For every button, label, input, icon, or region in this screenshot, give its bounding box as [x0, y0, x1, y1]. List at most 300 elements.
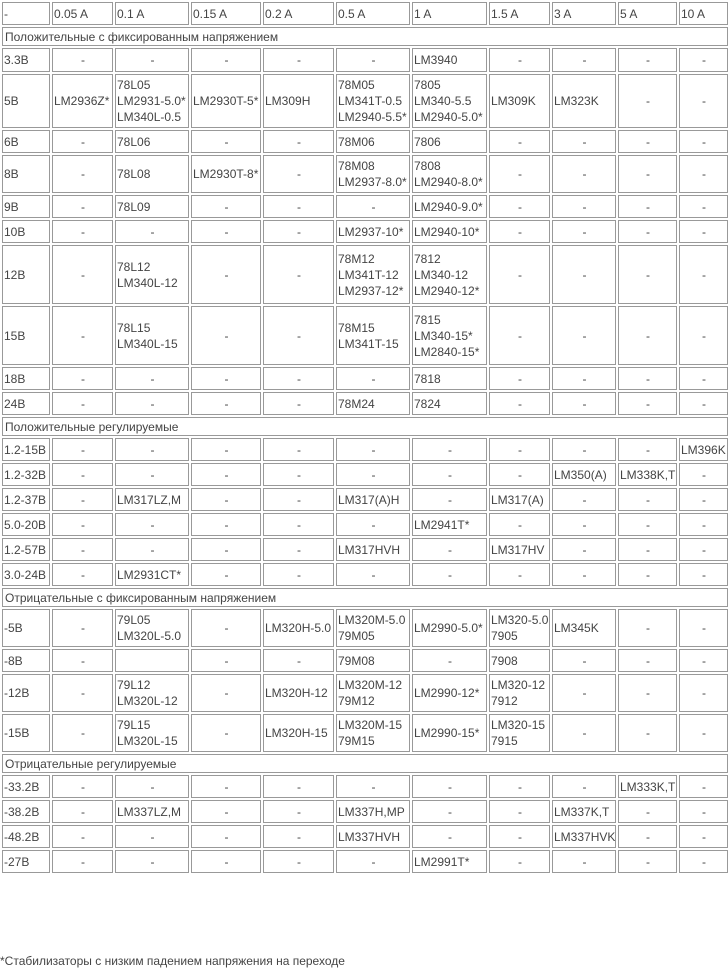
cell-line: -: [224, 829, 229, 844]
table-cell: [618, 130, 677, 153]
cell-line: 78M06: [338, 134, 375, 149]
cell-line: LM396K: [681, 442, 726, 457]
table-cell: [191, 674, 261, 712]
cell-line: -: [150, 224, 155, 239]
table-cell: [679, 800, 728, 823]
cell-line: -8В: [4, 653, 23, 668]
header-cell: 0.1 A: [115, 2, 189, 25]
cell-line: 1.2-57В: [4, 542, 47, 557]
table-cell: [191, 825, 261, 848]
header-cell: 0.15 A: [191, 2, 261, 25]
cell-line: -: [646, 854, 650, 869]
table-cell: [336, 392, 410, 415]
cell-line: LM337LZ,M: [117, 804, 182, 819]
table-row: [2, 245, 728, 304]
cell-line: -: [518, 779, 522, 794]
cell-line: -: [371, 517, 376, 532]
cell-line: -: [224, 224, 229, 239]
voltage-cell: [2, 48, 50, 72]
table-cell: [679, 245, 728, 304]
cell-line: -: [297, 134, 301, 149]
section-row: [2, 27, 728, 46]
cell-line: LM320-12: [491, 678, 546, 692]
table-cell: [552, 825, 616, 848]
table-cell: [52, 674, 113, 712]
cell-line: LM341T-0.5: [338, 94, 403, 108]
cell-line: -: [224, 442, 229, 457]
table-cell: [191, 367, 261, 390]
cell-line: -: [518, 224, 522, 239]
cell-line: -: [448, 804, 452, 819]
table-cell: [336, 306, 410, 365]
cell-line: 7915: [491, 734, 518, 748]
table-cell: [115, 775, 189, 798]
table-cell: [336, 609, 410, 647]
cell-line: -: [448, 467, 452, 482]
table-cell: [552, 538, 616, 561]
table-cell: [679, 538, 728, 561]
cell-line: -: [297, 779, 301, 794]
cell-line: LM2937-8.0*: [338, 175, 407, 189]
cell-line: LM340L-15: [117, 336, 178, 351]
cell-line: -: [297, 492, 301, 507]
cell-line: LM340-12: [414, 267, 469, 282]
cell-line: -: [702, 854, 706, 869]
cell-line: -: [150, 371, 155, 386]
table-cell: [191, 438, 261, 461]
cell-line: LM320M-15: [338, 718, 403, 732]
table-cell: [412, 195, 487, 218]
table-cell: [679, 563, 728, 586]
table-cell: [412, 825, 487, 848]
cell-line: 78M24: [338, 396, 375, 411]
table-cell: [52, 649, 113, 672]
cell-line: -: [81, 567, 85, 582]
table-cell: [412, 714, 487, 752]
table-cell: [115, 74, 189, 128]
table-cell: [263, 195, 334, 218]
cell-line: -: [448, 653, 452, 668]
section-row: [2, 754, 728, 773]
header-cell: 1.5 A: [489, 2, 550, 25]
cell-line: -: [297, 567, 301, 582]
table-cell: [336, 488, 410, 511]
table-cell: [618, 438, 677, 461]
table-cell: [52, 825, 113, 848]
table-cell: [336, 367, 410, 390]
table-row: [2, 563, 728, 586]
cell-line: -: [224, 396, 229, 411]
table-cell: [115, 392, 189, 415]
cell-line: -: [297, 396, 301, 411]
table-cell: [263, 850, 334, 873]
cell-line: LM2941T*: [414, 517, 470, 532]
cell-line: -: [150, 829, 155, 844]
table-cell: [412, 438, 487, 461]
table-cell: [412, 245, 487, 304]
cell-line: -: [224, 621, 229, 635]
cell-line: LM320M-12: [338, 678, 403, 692]
cell-line: LM2990-12*: [414, 686, 480, 700]
table-cell: [618, 513, 677, 536]
cell-line: -: [518, 267, 522, 282]
cell-line: 7908: [491, 653, 518, 668]
table-cell: [489, 800, 550, 823]
cell-line: -: [81, 829, 85, 844]
header-cell: 0.2 A: [263, 2, 334, 25]
cell-line: LM341T-15: [338, 336, 399, 351]
table-cell: [618, 392, 677, 415]
table-cell: [336, 649, 410, 672]
cell-line: -: [702, 371, 706, 386]
cell-line: LM2940-5.5*: [338, 110, 407, 124]
table-cell: [552, 130, 616, 153]
table-cell: [115, 306, 189, 365]
cell-line: -: [518, 804, 522, 819]
cell-line: LM340-15*: [414, 328, 473, 343]
cell-line: 15В: [4, 328, 26, 343]
table-cell: [412, 48, 487, 72]
table-cell: [618, 488, 677, 511]
table-cell: [412, 155, 487, 193]
cell-line: -: [702, 396, 706, 411]
cell-line: LM320-5.0: [491, 613, 549, 627]
table-cell: [552, 367, 616, 390]
table-cell: [489, 306, 550, 365]
table-cell: [191, 195, 261, 218]
cell-line: -: [582, 653, 587, 668]
cell-line: -: [582, 53, 587, 67]
cell-line: -: [150, 396, 155, 411]
cell-line: -: [81, 134, 85, 149]
table-cell: [52, 195, 113, 218]
cell-line: 3.3В: [4, 53, 29, 67]
cell-line: -: [646, 804, 650, 819]
cell-line: -: [582, 517, 587, 532]
table-cell: [552, 714, 616, 752]
table-cell: [115, 563, 189, 586]
table-cell: [489, 513, 550, 536]
table-cell: [412, 306, 487, 365]
cell-line: -: [646, 492, 650, 507]
table-cell: [336, 74, 410, 128]
cell-line: 6В: [4, 134, 19, 149]
cell-line: LM2937-12*: [338, 283, 404, 298]
table-cell: [52, 306, 113, 365]
table-cell: [618, 367, 677, 390]
table-cell: [52, 513, 113, 536]
cell-line: -: [646, 224, 650, 239]
cell-line: -: [518, 854, 522, 869]
cell-line: -: [297, 517, 301, 532]
cell-line: LM2990-5.0*: [414, 621, 483, 635]
table-row: [2, 649, 728, 672]
cell-line: 3.0-24В: [4, 567, 47, 582]
section-title: Отрицательные регулируемые: [2, 754, 728, 773]
table-cell: [336, 850, 410, 873]
cell-line: -: [81, 653, 85, 668]
table-cell: [191, 714, 261, 752]
table-cell: [115, 463, 189, 486]
table-cell: [115, 513, 189, 536]
header-cell: -: [2, 2, 50, 25]
table-cell: [115, 538, 189, 561]
cell-line: -: [224, 267, 229, 282]
cell-line: -: [518, 396, 522, 411]
table-cell: [412, 850, 487, 873]
cell-line: LM2931CT*: [117, 567, 182, 582]
cell-line: LM340L-12: [117, 275, 178, 290]
cell-line: 78L09: [117, 199, 151, 214]
table-cell: [412, 392, 487, 415]
table-cell: [191, 850, 261, 873]
cell-line: -: [150, 542, 155, 557]
cell-line: -: [702, 779, 706, 794]
cell-line: -: [646, 371, 650, 386]
cell-line: -: [150, 442, 155, 457]
cell-line: 10В: [4, 224, 26, 239]
cell-line: -: [297, 267, 301, 282]
section-title: Положительные регулируемые: [2, 417, 728, 436]
table-cell: [115, 130, 189, 153]
cell-line: 7818: [414, 371, 441, 386]
cell-line: LM320L-5.0: [117, 629, 182, 643]
cell-line: -: [582, 442, 587, 457]
cell-line: 79L05: [117, 613, 151, 627]
table-cell: [489, 74, 550, 128]
cell-line: -: [646, 686, 650, 700]
table-cell: [552, 245, 616, 304]
cell-line: -: [518, 467, 522, 482]
voltage-cell: [2, 392, 50, 415]
table-cell: [618, 306, 677, 365]
cell-line: -: [224, 686, 229, 700]
cell-line: -: [371, 53, 376, 67]
table-cell: [191, 306, 261, 365]
table-cell: [618, 538, 677, 561]
voltage-cell: [2, 463, 50, 486]
cell-line: -: [150, 53, 155, 67]
table-cell: [412, 538, 487, 561]
voltage-cell: [2, 775, 50, 798]
table-cell: [679, 463, 728, 486]
table-cell: [336, 563, 410, 586]
cell-line: LM320H-15: [265, 726, 328, 740]
table-body: [2, 27, 728, 873]
cell-line: -: [582, 854, 587, 869]
table-cell: [552, 438, 616, 461]
table-cell: [618, 245, 677, 304]
table-row: [2, 488, 728, 511]
cell-line: LM2940-5.0*: [414, 110, 483, 124]
table-cell: [679, 130, 728, 153]
table-cell: [489, 775, 550, 798]
table-cell: [115, 714, 189, 752]
table-cell: [618, 775, 677, 798]
table-cell: [52, 245, 113, 304]
header-cell: 10 A: [679, 2, 728, 25]
cell-line: -: [582, 726, 587, 740]
cell-line: -: [582, 167, 587, 181]
table-row: [2, 775, 728, 798]
cell-line: -: [224, 726, 229, 740]
table-cell: [552, 649, 616, 672]
cell-line: -: [297, 199, 301, 214]
table-cell: [115, 195, 189, 218]
table-cell: [552, 392, 616, 415]
cell-line: -: [224, 517, 229, 532]
table-row: [2, 74, 728, 128]
table-cell: [618, 195, 677, 218]
cell-line: -: [81, 199, 85, 214]
table-cell: [336, 155, 410, 193]
cell-line: -: [448, 779, 452, 794]
cell-line: -: [297, 804, 301, 819]
cell-line: LM320H-5.0: [265, 621, 332, 635]
cell-line: LM309K: [491, 94, 536, 108]
table-cell: [489, 48, 550, 72]
table-cell: [263, 245, 334, 304]
cell-line: -: [646, 567, 650, 582]
cell-line: -: [81, 224, 85, 239]
table-cell: [263, 130, 334, 153]
voltage-cell: [2, 220, 50, 243]
table-row: [2, 195, 728, 218]
cell-line: -5В: [4, 621, 23, 635]
table-cell: [679, 609, 728, 647]
table-row: [2, 438, 728, 461]
table-row: [2, 674, 728, 712]
cell-line: -: [297, 53, 301, 67]
cell-line: -: [371, 371, 376, 386]
table-cell: [489, 825, 550, 848]
cell-line: LM337H,MP: [338, 804, 405, 819]
voltage-cell: [2, 825, 50, 848]
table-cell: [489, 195, 550, 218]
table-cell: [115, 48, 189, 72]
table-cell: [263, 488, 334, 511]
table-cell: [679, 220, 728, 243]
cell-line: -: [518, 517, 522, 532]
table-cell: [115, 488, 189, 511]
table-row: [2, 538, 728, 561]
cell-line: -: [81, 467, 85, 482]
cell-line: -: [702, 224, 706, 239]
cell-line: -: [582, 371, 587, 386]
cell-line: 78M15: [338, 320, 375, 335]
cell-line: -: [702, 804, 706, 819]
cell-line: LM337HVH: [338, 829, 401, 844]
cell-line: -: [582, 567, 587, 582]
table-cell: [336, 825, 410, 848]
cell-line: 7905: [491, 629, 518, 643]
header-cell: 1 A: [412, 2, 487, 25]
table-cell: [679, 306, 728, 365]
cell-line: -: [371, 199, 376, 214]
cell-line: 24В: [4, 396, 26, 411]
cell-line: -: [150, 779, 155, 794]
cell-line: -: [702, 134, 706, 149]
cell-line: 78L08: [117, 167, 151, 181]
cell-line: -: [702, 621, 706, 635]
table-cell: [52, 563, 113, 586]
voltage-cell: [2, 130, 50, 153]
cell-line: LM2940-9.0*: [414, 199, 483, 214]
cell-line: 1.2-37В: [4, 492, 47, 507]
cell-line: 7806: [414, 134, 441, 149]
cell-line: -: [702, 199, 706, 214]
section-row: [2, 417, 728, 436]
cell-line: -: [702, 829, 706, 844]
section-title: Отрицательные с фиксированным напряжением: [2, 588, 728, 607]
cell-line: -: [81, 854, 85, 869]
cell-line: -: [224, 467, 229, 482]
table-cell: [618, 220, 677, 243]
cell-line: -: [81, 267, 85, 282]
table-cell: [263, 306, 334, 365]
cell-line: -: [582, 224, 587, 239]
table-cell: [412, 74, 487, 128]
cell-line: -: [297, 167, 301, 181]
table-cell: [489, 649, 550, 672]
table-cell: [552, 74, 616, 128]
table-cell: [618, 48, 677, 72]
table-cell: [115, 649, 189, 672]
voltage-cell: [2, 609, 50, 647]
cell-line: -: [646, 621, 650, 635]
cell-line: 78M08: [338, 159, 375, 173]
voltage-cell: [2, 649, 50, 672]
table-cell: [336, 513, 410, 536]
cell-line: -: [371, 854, 376, 869]
cell-line: -: [81, 328, 85, 343]
table-cell: [489, 155, 550, 193]
cell-line: -: [224, 134, 229, 149]
table-cell: [618, 155, 677, 193]
footnote: *Стабилизаторы с низким падением напряжения на переходе: [0, 954, 345, 968]
table-cell: [191, 220, 261, 243]
table-row: [2, 714, 728, 752]
table-cell: [263, 775, 334, 798]
cell-line: -: [81, 167, 85, 181]
table-cell: [679, 649, 728, 672]
table-cell: [489, 563, 550, 586]
table-cell: [679, 367, 728, 390]
table-cell: [552, 48, 616, 72]
cell-line: -: [518, 53, 522, 67]
cell-line: -: [646, 442, 650, 457]
table-cell: [489, 674, 550, 712]
table-cell: [191, 513, 261, 536]
table-cell: [412, 649, 487, 672]
table-cell: [412, 609, 487, 647]
table-cell: [115, 674, 189, 712]
cell-line: -: [582, 779, 587, 794]
table-cell: [115, 367, 189, 390]
table-cell: [679, 48, 728, 72]
cell-line: -: [702, 492, 706, 507]
table-cell: [489, 488, 550, 511]
table-row: [2, 800, 728, 823]
table-cell: [263, 674, 334, 712]
table-cell: [191, 74, 261, 128]
table-cell: [412, 367, 487, 390]
table-row: [2, 463, 728, 486]
table-cell: [191, 800, 261, 823]
table-cell: [412, 513, 487, 536]
cell-line: LM2991T*: [414, 854, 470, 869]
cell-line: -: [702, 653, 706, 668]
